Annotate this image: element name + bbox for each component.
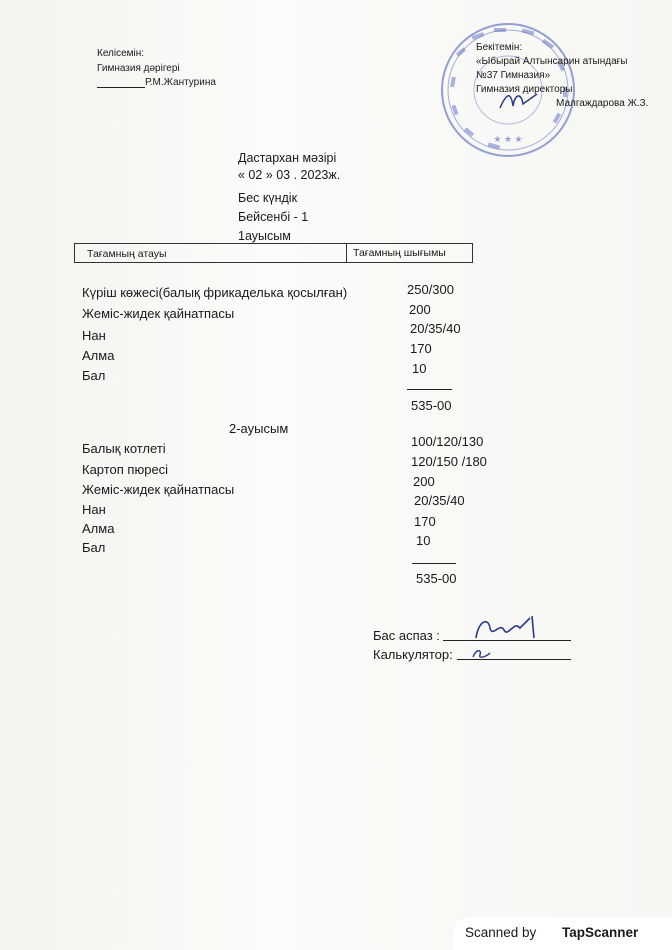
sum-divider [407,389,452,390]
shift1-item-name: Жеміс-жидек қайнатпасы [82,306,235,321]
shift2-item-yield: 120/150 /180 [411,454,487,469]
approval-agreed-label: Келісемін: [97,48,145,59]
shift2-item-yield: 20/35/40 [414,493,465,508]
menu-date: « 02 » 03 . 2023ж. [238,168,341,182]
approval-approved-label: Бекітемін: [476,42,523,53]
approval-agreed-name: Р.М.Жантурина [97,77,216,88]
shift2-item-name: Жеміс-жидек қайнатпасы [82,482,235,497]
shift1-item-name: Алма [82,348,115,363]
scanner-watermark [453,917,672,950]
shift-2-label: 2-ауысым [229,421,289,436]
approval-approved-name: Малгаждарова Ж.З. [556,98,649,109]
menu-weekday: Бейсенбі - 1 [238,210,309,224]
shift2-item-name: Бал [82,540,106,555]
shift2-item-name: Картоп пюресі [82,462,169,477]
shift1-total: 535-00 [411,398,452,413]
shift1-item-yield: 20/35/40 [410,321,461,336]
shift2-item-yield: 100/120/130 [411,434,484,449]
shift2-item-name: Нан [82,502,106,517]
approval-approved-org: «Ыбырай Алтынсарин атындағы [476,56,628,67]
shift2-total: 535-00 [416,571,457,586]
column-dish-name: Тағамның атауы [75,244,347,262]
head-cook-label: Бас аспаз : [373,628,440,643]
shift1-item-yield: 200 [409,302,431,317]
calculator-signature [470,645,494,661]
shift2-item-yield: 10 [416,533,431,548]
menu-title: Дастархан мәзірі [238,151,337,165]
shift2-item-yield: 170 [414,514,436,529]
sum-divider [412,563,456,564]
approval-approved-gymnasium: №37 Гимназия» [476,70,551,81]
shift1-item-name: Күріш көжесі(балық фрикаделька қосылған) [82,285,348,300]
shift2-item-name: Балық котлеті [82,441,166,456]
shift1-item-yield: 170 [410,341,432,356]
shift1-item-yield: 10 [412,361,427,376]
shift1-item-name: Бал [82,368,106,383]
scanner-watermark-brand: TapScanner [562,925,639,940]
shift2-item-yield: 200 [413,474,435,489]
shift1-item-yield: 250/300 [407,282,454,297]
calculator-label: Калькулятор: [373,647,453,662]
shift1-item-name: Нан [82,328,106,343]
shift-1-label: 1ауысым [238,229,291,243]
approval-approved-role: Гимназия директоры [476,84,573,95]
approval-agreed-role: Гимназия дәрігері [97,63,180,74]
svg-text:★ ★ ★: ★ ★ ★ [493,134,523,144]
scanner-watermark-text: Scanned by [465,925,537,940]
menu-days: Бес күндік [238,191,298,205]
column-dish-yield: Тағамның шығымы [353,247,446,259]
head-cook-signature [470,612,550,646]
shift2-item-name: Алма [82,521,115,536]
menu-table-header [74,243,473,263]
director-signature [497,88,543,114]
